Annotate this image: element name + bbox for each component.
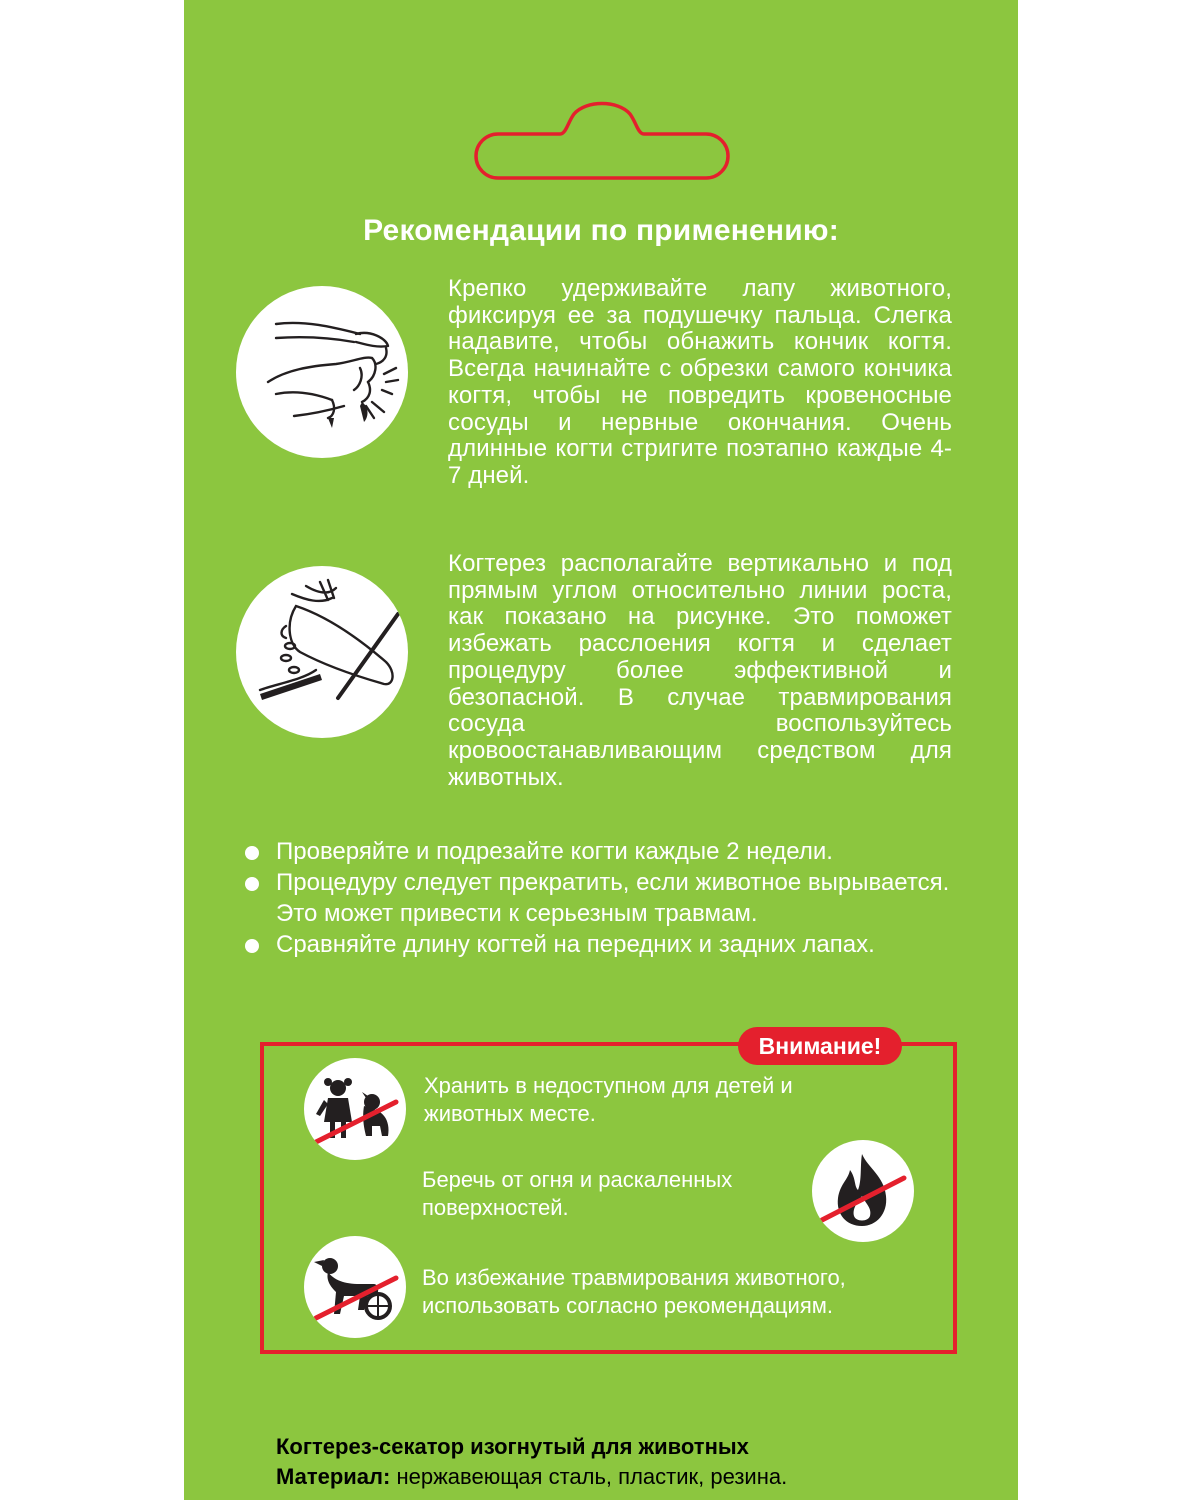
product-info — [276, 1432, 996, 1492]
hang-hole-icon — [470, 96, 734, 186]
no-children-pets-icon — [304, 1058, 406, 1160]
claw-cut-angle-icon — [236, 566, 408, 738]
instruction-text-2: Когтерез располагайте вертикально и под прямым углом относительно линии роста, как показано на рисунке. Это поможет избежать расслоения когтя и сделает процедуру более эффективной и безопасной. В случае травмирования сосуда воспользуйтесь кровоостанавливающим средством для животных. — [448, 550, 952, 791]
bullet-icon — [245, 939, 259, 953]
hand-holding-paw-icon — [236, 286, 408, 458]
no-fire-icon — [812, 1140, 914, 1242]
material-line — [276, 1462, 996, 1492]
tips-list — [244, 836, 984, 960]
product-title: Когтерез-секатор изогнутый для животных — [276, 1434, 749, 1459]
warning-badge: Внимание! — [738, 1027, 902, 1065]
package-card — [184, 0, 1018, 1500]
bullet-icon — [245, 877, 259, 891]
page-title: Рекомендации по применению: — [363, 214, 839, 247]
material-value: нержавеющая сталь, пластик, резина. — [390, 1464, 788, 1489]
list-item: Процедуру следует прекратить, если животное вырывается. Это может привести к серьезным травмам. — [244, 867, 984, 929]
material-label: Материал: — [276, 1464, 391, 1489]
warning-text-3: Во избежание травмирования животного, использовать согласно рекомендациям. — [422, 1265, 846, 1318]
warning-text-2: Беречь от огня и раскаленных поверхностей. — [422, 1167, 733, 1220]
list-item: Сравняйте длину когтей на передних и задних лапах. — [244, 929, 984, 960]
no-injured-animal-icon — [304, 1236, 406, 1338]
instruction-text-1: Крепко удерживайте лапу животного, фиксируя ее за подушечку пальца. Слегка надавите, чтобы обнажить кончик когтя. Всегда начинайте с обрезки самого кончика когтя, чтобы не повредить кровеносные сосуды и нервные окончания. Очень длинные когти стригите поэтапно каждые 4-7 дней. — [448, 275, 952, 489]
bullet-icon — [245, 846, 259, 860]
list-item: Проверяйте и подрезайте когти каждые 2 недели. — [244, 836, 984, 867]
warning-text-1: Хранить в недоступном для детей и животных месте. — [424, 1073, 793, 1126]
